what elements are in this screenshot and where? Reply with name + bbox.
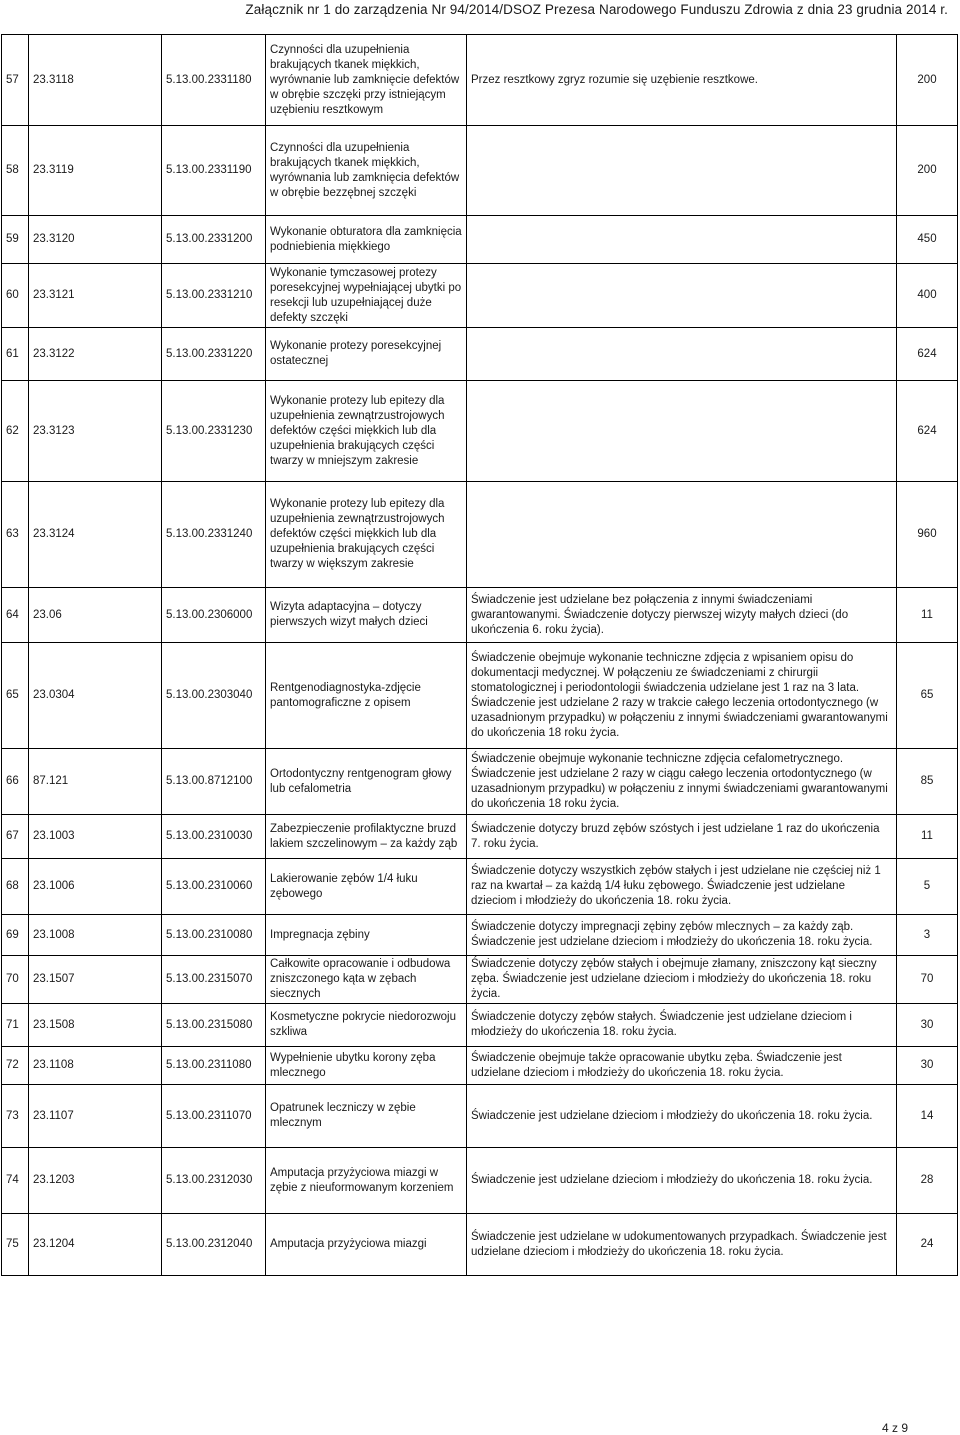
table-row [2, 1004, 958, 1047]
table-row [2, 126, 958, 216]
row-number: 62 [2, 381, 29, 482]
product-id: 5.13.00.2312030 [162, 1148, 266, 1214]
procedure-name: Ortodontyczny rentgenogram głowy lub cefalometria [266, 749, 467, 815]
product-id: 5.13.00.2311080 [162, 1047, 266, 1085]
table-row [2, 815, 958, 859]
procedure-notes [467, 216, 897, 264]
procedure-name: Wykonanie protezy poresekcyjnej ostatecznej [266, 328, 467, 381]
product-id: 5.13.00.2311070 [162, 1085, 266, 1148]
product-id: 5.13.00.8712100 [162, 749, 266, 815]
product-id: 5.13.00.2315070 [162, 956, 266, 1004]
procedure-code: 23.1204 [29, 1214, 162, 1276]
procedure-name: Opatrunek leczniczy w zębie mlecznym [266, 1085, 467, 1148]
procedure-name: Czynności dla uzupełnienia brakujących tkanek miękkich, wyrównania lub zamknięcia defektów w obrębie bezzębnej szczęki [266, 126, 467, 216]
product-id: 5.13.00.2331220 [162, 328, 266, 381]
procedure-name: Czynności dla uzupełnienia brakujących tkanek miękkich, wyrównanie lub zamknięcie defektów w obrębie szczęki przy istniejącym uzębieniu resztkowym [266, 35, 467, 126]
table-row [2, 1085, 958, 1148]
points-value: 30 [897, 1004, 958, 1047]
row-number: 64 [2, 588, 29, 643]
procedure-notes: Świadczenie obejmuje wykonanie techniczne zdjęcia z wpisaniem opisu do dokumentacji medycznej. W połączeniu ze świadczeniami z chirurgii stomatologicznej i periodontologii świadczenia udzielane jest 1 raz na 3 lata. Świadczenie jest udzielane 2 razy w trakcie całego leczenia ortodontycznego (w uzasadnionym przypadku) w połączeniu z innymi świadczeniami gwarantowanymi do ukończenia 18 roku życia. [467, 643, 897, 749]
points-value: 3 [897, 915, 958, 956]
points-value: 200 [897, 126, 958, 216]
procedure-notes [467, 482, 897, 588]
procedure-code: 23.1107 [29, 1085, 162, 1148]
procedures-table [1, 34, 958, 1276]
points-value: 960 [897, 482, 958, 588]
procedure-notes: Świadczenie dotyczy wszystkich zębów stałych i jest udzielane nie częściej niż 1 raz na kwartał – za każdą 1/4 łuku zębowego. Świadczenie jest udzielane dzieciom i młodzieży do ukończenia 18. roku życia. [467, 859, 897, 915]
procedure-code: 23.1203 [29, 1148, 162, 1214]
row-number: 63 [2, 482, 29, 588]
product-id: 5.13.00.2312040 [162, 1214, 266, 1276]
procedure-name: Wykonanie obturatora dla zamknięcia podniebienia miękkiego [266, 216, 467, 264]
points-value: 24 [897, 1214, 958, 1276]
product-id: 5.13.00.2331240 [162, 482, 266, 588]
row-number: 74 [2, 1148, 29, 1214]
procedure-notes: Świadczenie jest udzielane dzieciom i młodzieży do ukończenia 18. roku życia. [467, 1085, 897, 1148]
table-row [2, 328, 958, 381]
page-number: 4 z 9 [881, 1421, 908, 1435]
points-value: 624 [897, 381, 958, 482]
row-number: 59 [2, 216, 29, 264]
procedure-name: Wykonanie protezy lub epitezy dla uzupełnienia zewnątrzustrojowych defektów części miękkich lub dla uzupełnienia brakujących części twarzy w większym zakresie [266, 482, 467, 588]
procedure-name: Zabezpieczenie profilaktyczne bruzd lakiem szczelinowym – za każdy ząb [266, 815, 467, 859]
procedure-name: Całkowite opracowanie i odbudowa zniszczonego kąta w zębach siecznych [266, 956, 467, 1004]
product-id: 5.13.00.2331230 [162, 381, 266, 482]
procedure-code: 23.1508 [29, 1004, 162, 1047]
procedure-name: Wykonanie tymczasowej protezy poresekcyjnej wypełniającej ubytki po resekcji lub uzupełniającej duże defekty szczęki [266, 264, 467, 328]
procedure-notes: Przez resztkowy zgryz rozumie się uzębienie resztkowe. [467, 35, 897, 126]
row-number: 75 [2, 1214, 29, 1276]
table-row [2, 216, 958, 264]
row-number: 67 [2, 815, 29, 859]
row-number: 60 [2, 264, 29, 328]
points-value: 11 [897, 815, 958, 859]
procedure-code: 23.3118 [29, 35, 162, 126]
product-id: 5.13.00.2306000 [162, 588, 266, 643]
table-row [2, 381, 958, 482]
procedure-notes: Świadczenie dotyczy zębów stałych. Świadczenie jest udzielane dzieciom i młodzieży do ukończenia 18. roku życia. [467, 1004, 897, 1047]
procedure-notes [467, 381, 897, 482]
product-id: 5.13.00.2303040 [162, 643, 266, 749]
table-row [2, 264, 958, 328]
points-value: 5 [897, 859, 958, 915]
points-value: 624 [897, 328, 958, 381]
points-value: 28 [897, 1148, 958, 1214]
row-number: 71 [2, 1004, 29, 1047]
points-value: 65 [897, 643, 958, 749]
procedure-code: 23.1006 [29, 859, 162, 915]
table-row [2, 859, 958, 915]
row-number: 69 [2, 915, 29, 956]
points-value: 11 [897, 588, 958, 643]
table-row [2, 482, 958, 588]
procedure-notes: Świadczenie dotyczy zębów stałych i obejmuje złamany, zniszczony kąt sieczny zęba. Świadczenie jest udzielane dzieciom i młodzieży do ukończenia 18. roku życia. [467, 956, 897, 1004]
product-id: 5.13.00.2310080 [162, 915, 266, 956]
row-number: 58 [2, 126, 29, 216]
table-row [2, 588, 958, 643]
row-number: 65 [2, 643, 29, 749]
points-value: 70 [897, 956, 958, 1004]
product-id: 5.13.00.2315080 [162, 1004, 266, 1047]
table-row [2, 643, 958, 749]
procedure-code: 23.1507 [29, 956, 162, 1004]
procedure-code: 23.3121 [29, 264, 162, 328]
table-row [2, 1148, 958, 1214]
page-header: Załącznik nr 1 do zarządzenia Nr 94/2014/DSOZ Prezesa Narodowego Funduszu Zdrowia z dnia 23 grudnia 2014 r. [245, 2, 948, 17]
procedure-code: 23.3122 [29, 328, 162, 381]
procedure-notes: Świadczenie jest udzielane dzieciom i młodzieży do ukończenia 18. roku życia. [467, 1148, 897, 1214]
procedure-notes: Świadczenie obejmuje także opracowanie ubytku zęba. Świadczenie jest udzielane dzieciom i młodzieży do ukończenia 18. roku życia. [467, 1047, 897, 1085]
procedure-notes [467, 264, 897, 328]
procedure-name: Kosmetyczne pokrycie niedorozwoju szkliwa [266, 1004, 467, 1047]
procedure-code: 23.3120 [29, 216, 162, 264]
row-number: 61 [2, 328, 29, 381]
points-value: 30 [897, 1047, 958, 1085]
points-value: 400 [897, 264, 958, 328]
procedure-code: 23.06 [29, 588, 162, 643]
procedure-notes: Świadczenie dotyczy impregnacji zębiny zębów mlecznych – za każdy ząb. Świadczenie jest udzielane dzieciom i młodzieży do ukończenia 18. roku życia. [467, 915, 897, 956]
procedure-name: Wypełnienie ubytku korony zęba mlecznego [266, 1047, 467, 1085]
procedure-code: 23.1008 [29, 915, 162, 956]
table-row [2, 1047, 958, 1085]
procedure-code: 87.121 [29, 749, 162, 815]
table-row [2, 1214, 958, 1276]
points-value: 85 [897, 749, 958, 815]
row-number: 57 [2, 35, 29, 126]
row-number: 72 [2, 1047, 29, 1085]
table-row [2, 956, 958, 1004]
procedure-notes: Świadczenie obejmuje wykonanie techniczne zdjęcia cefalometrycznego. Świadczenie jest udzielane 2 razy w ciągu całego leczenia ortodontycznego (w uzasadnionym przypadku) w połączeniu z innymi świadczeniami gwarantowanymi do ukończenia 18 roku życia. [467, 749, 897, 815]
procedure-code: 23.3124 [29, 482, 162, 588]
points-value: 200 [897, 35, 958, 126]
procedure-name: Wykonanie protezy lub epitezy dla uzupełnienia zewnątrzustrojowych defektów części miękkich lub dla uzupełnienia brakujących części twarzy w mniejszym zakresie [266, 381, 467, 482]
procedure-notes [467, 126, 897, 216]
procedure-code: 23.1108 [29, 1047, 162, 1085]
table-row [2, 749, 958, 815]
procedure-code: 23.3119 [29, 126, 162, 216]
product-id: 5.13.00.2331200 [162, 216, 266, 264]
points-value: 450 [897, 216, 958, 264]
procedure-notes: Świadczenie jest udzielane bez połączenia z innymi świadczeniami gwarantowanymi. Świadczenie dotyczy pierwszej wizyty małych dzieci (do ukończenia 6. roku życia). [467, 588, 897, 643]
row-number: 70 [2, 956, 29, 1004]
procedure-name: Wizyta adaptacyjna – dotyczy pierwszych wizyt małych dzieci [266, 588, 467, 643]
procedure-notes [467, 328, 897, 381]
procedure-notes: Świadczenie jest udzielane w udokumentowanych przypadkach. Świadczenie jest udzielane dzieciom i młodzieży do ukończenia 18. roku życia. [467, 1214, 897, 1276]
procedure-name: Impregnacja zębiny [266, 915, 467, 956]
points-value: 14 [897, 1085, 958, 1148]
procedure-code: 23.3123 [29, 381, 162, 482]
procedure-name: Amputacja przyżyciowa miazgi w zębie z nieuformowanym korzeniem [266, 1148, 467, 1214]
row-number: 68 [2, 859, 29, 915]
product-id: 5.13.00.2331190 [162, 126, 266, 216]
procedure-name: Rentgenodiagnostyka-zdjęcie pantomograficzne z opisem [266, 643, 467, 749]
procedure-notes: Świadczenie dotyczy bruzd zębów szóstych i jest udzielane 1 raz do ukończenia 7. roku życia. [467, 815, 897, 859]
row-number: 66 [2, 749, 29, 815]
procedure-code: 23.0304 [29, 643, 162, 749]
product-id: 5.13.00.2331210 [162, 264, 266, 328]
table-row [2, 35, 958, 126]
row-number: 73 [2, 1085, 29, 1148]
procedure-name: Amputacja przyżyciowa miazgi [266, 1214, 467, 1276]
table-row [2, 915, 958, 956]
product-id: 5.13.00.2310060 [162, 859, 266, 915]
product-id: 5.13.00.2331180 [162, 35, 266, 126]
procedure-name: Lakierowanie zębów 1/4 łuku zębowego [266, 859, 467, 915]
product-id: 5.13.00.2310030 [162, 815, 266, 859]
procedure-code: 23.1003 [29, 815, 162, 859]
